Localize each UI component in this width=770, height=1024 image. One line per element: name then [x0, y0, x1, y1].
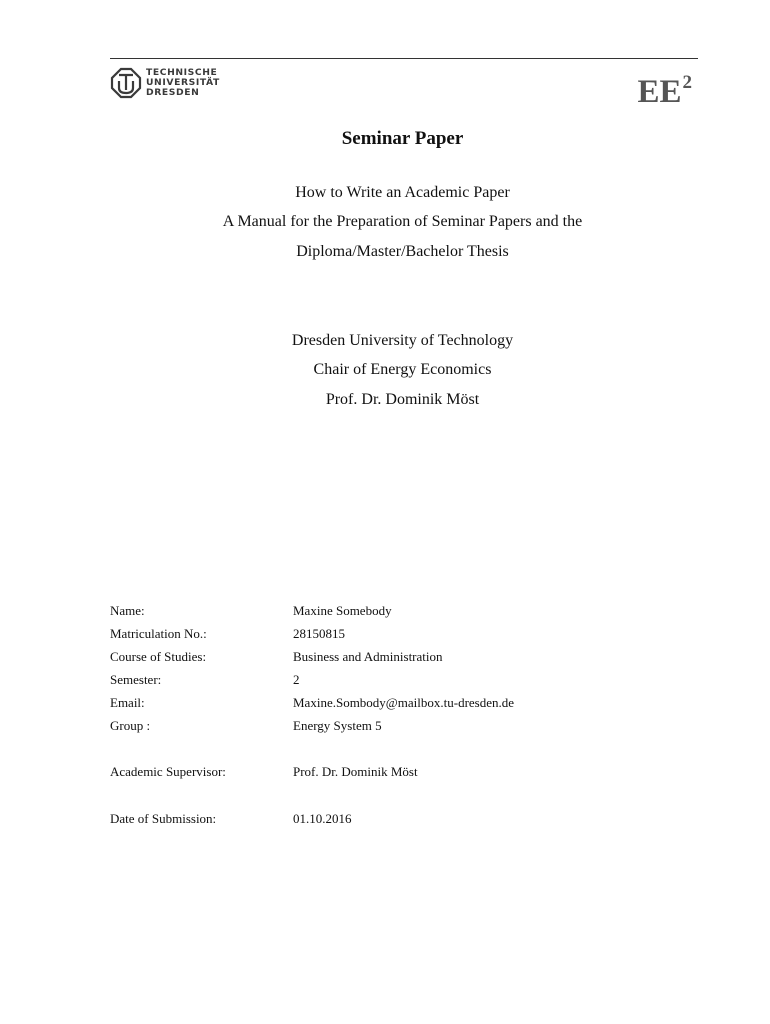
detail-value: Prof. Dr. Dominik Möst: [293, 764, 418, 779]
university-line: UNIVERSITÄT: [146, 77, 220, 88]
detail-value: Business and Administration: [293, 649, 443, 664]
university-name: [146, 68, 220, 98]
institution-line: Chair of Energy Economics: [313, 361, 492, 378]
detail-label: Semester:: [110, 672, 162, 687]
paper-title: Seminar Paper: [341, 128, 464, 149]
ee2-logo: [637, 72, 692, 110]
university-line: TECHNISCHE: [146, 67, 218, 78]
detail-label: Date of Submission:: [110, 811, 217, 826]
detail-label: Matriculation No.:: [110, 626, 207, 641]
detail-value: 28150815: [293, 626, 345, 641]
institution-line: Dresden University of Technology: [291, 332, 514, 349]
subtitle-line: A Manual for the Preparation of Seminar Papers and the: [222, 213, 583, 230]
detail-value: 2: [293, 672, 300, 687]
ee-logo-superscript: 2: [682, 72, 692, 93]
subtitle-line: Diploma/Master/Bachelor Thesis: [296, 243, 509, 260]
institution-line: Prof. Dr. Dominik Möst: [325, 391, 480, 408]
detail-value: 01.10.2016: [293, 811, 352, 826]
detail-value: Maxine Somebody: [293, 603, 392, 618]
detail-label: Group :: [110, 718, 151, 733]
header-rule: [110, 58, 698, 59]
tu-dresden-logo-icon: [110, 67, 142, 99]
detail-value: Energy System 5: [293, 718, 382, 733]
subtitle-line: How to Write an Academic Paper: [295, 184, 510, 201]
university-line: DRESDEN: [146, 87, 200, 98]
detail-label: Email:: [110, 695, 145, 710]
detail-label: Name:: [110, 603, 145, 618]
detail-value: Maxine.Sombody@mailbox.tu-dresden.de: [293, 695, 515, 710]
tu-dresden-logo: [110, 67, 220, 99]
detail-label: Academic Supervisor:: [110, 764, 226, 779]
ee-logo-text: EE: [637, 74, 682, 110]
detail-label: Course of Studies:: [110, 649, 207, 664]
